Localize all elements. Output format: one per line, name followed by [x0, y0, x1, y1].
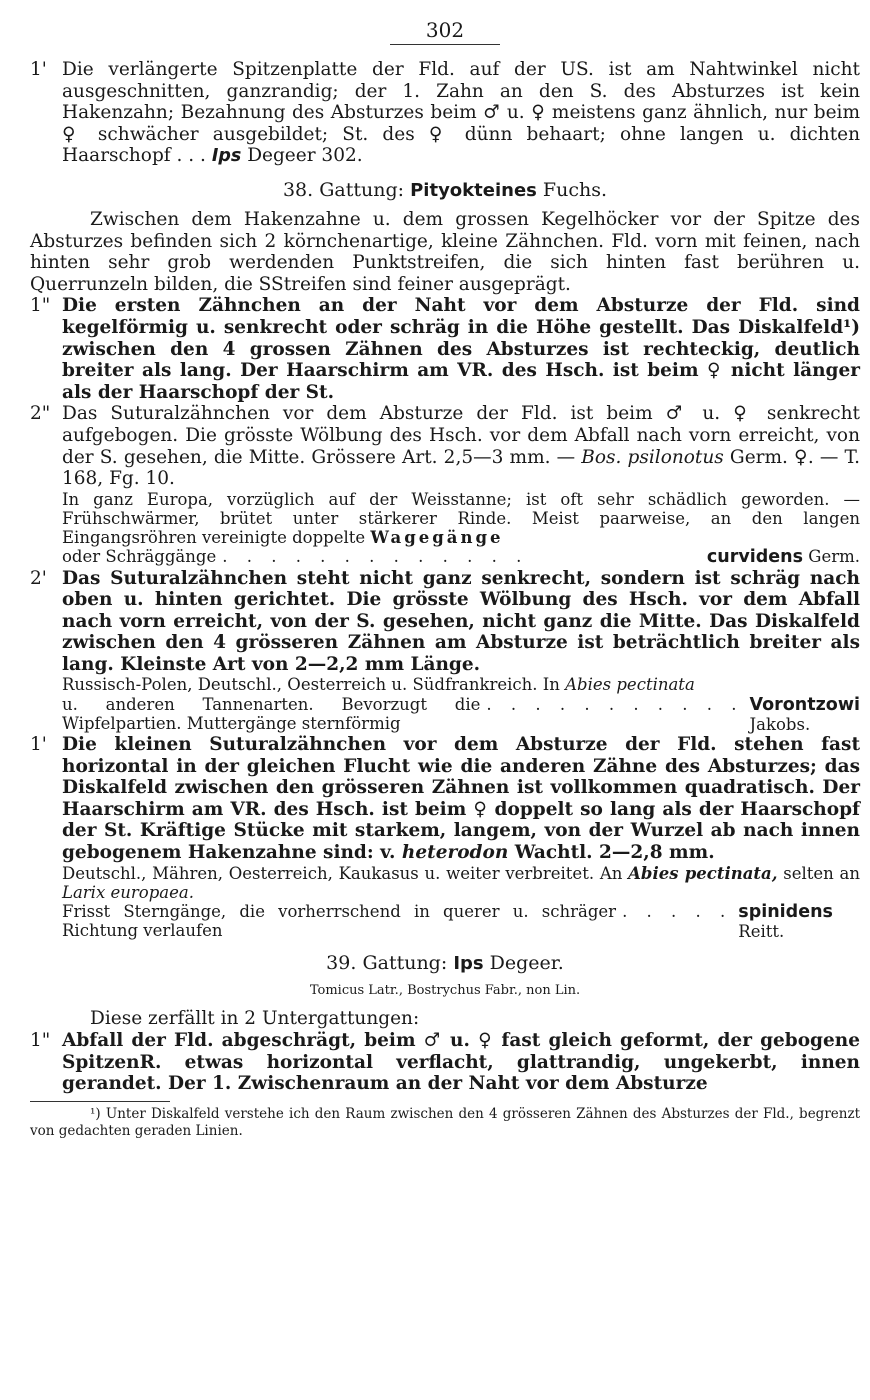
species-line [62, 902, 860, 941]
note-text: In ganz Europa, vorzüglich auf der Weisstanne; ist oft sehr schädlich geworden. — Frühschwärmer, brütet unter stärkerer Rinde. Meist paarweise, an den langen Eingangsröhren vereinigte doppelte [62, 489, 860, 548]
key-number: 1' [30, 734, 47, 756]
key-entry-6 [30, 1030, 860, 1095]
genus-name: Ips [211, 146, 242, 167]
species-name: curvidens [706, 547, 804, 568]
leader-dots: . . . [176, 145, 206, 167]
key-entry-3 [30, 403, 860, 567]
key-entry-5 [30, 734, 860, 941]
species-label [707, 547, 860, 567]
key-description: Die verlängerte Spitzenplatte der Fld. auf der US. ist am Nahtwinkel nicht ausgeschnitten, ganzrandig; der 1. Zahn an den S. des Absturzes ist kein Hakenzahn; Bezahnung des Absturzes beim ♂ u. ♀ meistens ganz ähnlich, nur beim ♀ schwächer ausgebildet; St. des ♀ dünn behaart; ohne langen u. dichten Haarschopf [62, 59, 860, 167]
species-name: Vorontzowi [749, 694, 860, 715]
synonym-name: Bos. psilonotus [581, 446, 724, 468]
species-line [62, 547, 860, 567]
genus-author: Fuchs. [542, 178, 608, 201]
note-end: Frisst Sterngänge, die vorherrschend in querer u. schräger Richtung verlaufen [62, 902, 617, 941]
species-label [750, 695, 860, 734]
key-entry-2 [30, 295, 860, 403]
note-emphasis: Wagegänge [370, 528, 504, 548]
genus-title: Pityokteines [410, 179, 537, 201]
section-number: 39. [326, 952, 357, 975]
distribution-note [62, 675, 860, 694]
key-description: Abfall der Fld. abgeschrägt, beim ♂ u. ♀ fast gleich geformt, der gebogene SpitzenR. etwas horizontal verflacht, glattrandig, ungekerbt, innen gerandet. Der 1. Zwischenraum an der Naht vor dem Absturze [62, 1030, 860, 1095]
note-text: Deutschl., Mähren, Oesterreich, Kaukasus u. weiter verbreitet. An [62, 863, 623, 883]
key-number: 1' [30, 59, 47, 80]
leader-dots: . . . . . . . . . . . . . [222, 547, 529, 567]
key-number: 1" [30, 295, 51, 317]
key-description: Das Suturalzähnchen vor dem Absturze der Fld. ist beim ♂ u. ♀ senkrecht aufgebogen. Die grösste Wölbung des Hsch. vor dem Abfall nach vorn erreicht, von der S. gesehen, die Mitte. Grössere Art. 2,5—3 mm. — [62, 403, 860, 468]
note-text: Russisch-Polen, Deutschl., Oesterreich u. Südfrankreich. In [62, 675, 560, 695]
note-end: u. anderen Tannenarten. Bevorzugt die Wipfelpartien. Muttergänge sternförmig [62, 694, 481, 733]
leader-dots: . . . . . . . . . . . [486, 694, 744, 714]
key-number: 1" [30, 1030, 51, 1052]
section-label: Gattung: [319, 178, 405, 201]
plant-name: Abies pectinata [565, 675, 695, 695]
genus-author: Degeer. [489, 952, 564, 975]
section-number: 38. [282, 178, 314, 201]
key-size: Wachtl. 2—2,8 mm. [514, 842, 715, 864]
footnote-rule [30, 1101, 170, 1102]
distribution-note [62, 490, 860, 548]
key-entry-4 [30, 568, 860, 735]
key-reference: Germ. ♀. — T. 168, Fg. 10. [62, 446, 861, 490]
genus-reference: Degeer 302. [247, 145, 363, 167]
distribution-note [62, 864, 860, 902]
species-line [62, 695, 860, 734]
plant-name: Larix europaea. [62, 882, 194, 902]
plant-name: Abies pectinata, [628, 863, 778, 883]
note-text: selten an [783, 863, 861, 883]
variety-name: heterodon [401, 842, 509, 864]
species-author: Jakobs. [749, 714, 811, 734]
book-page [30, 18, 860, 1140]
key-text [62, 734, 860, 864]
note-end: oder Schräggänge [62, 547, 217, 567]
section-heading-38 [30, 178, 860, 203]
key-description: Die kleinen Suturalzähnchen vor dem Absturze der Fld. stehen fast horizontal in der gleichen Flucht wie die anderen Zähne des Absturzes; das Diskalfeld zwischen den grösseren Zähnen ist vollkommen quadratisch. Der Haarschirm am VR. des Hsch. ist beim ♀ doppelt so lang als der Haarschopf der St. Kräftige Stücke mit starkem, langem, von der Wurzel ab nach innen gebogenem Hakenzahne sind: v. [62, 734, 860, 864]
page-number: 302 [425, 18, 465, 42]
species-author: Reitt. [738, 922, 785, 942]
key-description: Das Suturalzähnchen steht nicht ganz senkrecht, sondern ist schräg nach oben u. hinten gerichtet. Die grösste Wölbung des Hsch. vor dem Abfall nach vorn erreicht, von der S. gesehen, nicht ganz die Mitte. Das Diskalfeld zwischen den 4 grösseren Zähnen am Absturze ist beträchtlich breiter als lang. Kleinste Art von 2—2,2 mm Länge. [62, 567, 860, 675]
species-name: spinidens [738, 902, 833, 923]
key-entry-1 [30, 59, 860, 168]
footnote: ¹) Unter Diskalfeld verstehe ich den Raum zwischen den 4 grösseren Zähnen des Absturzes der Fld., begrenzt von gedachten geraden Linien. [30, 1105, 860, 1139]
species-author: Germ. [808, 547, 860, 567]
key-number: 2" [30, 403, 51, 425]
genus-synonyms: Tomicus Latr., Bostrychus Fabr., non Lin. [309, 983, 581, 999]
header-rule [390, 44, 500, 45]
genus-title: Ips [453, 953, 484, 975]
genus-description: Diese zerfällt in 2 Untergattungen: [90, 1008, 420, 1030]
section-heading-39 [30, 951, 860, 976]
species-label [738, 902, 860, 941]
key-number: 2' [30, 567, 47, 589]
section-label: Gattung: [362, 952, 448, 975]
key-text [62, 403, 860, 489]
genus-description: Zwischen dem Hakenzahne u. dem grossen Kegelhöcker vor der Spitze des Absturzes befinden sich 2 körnchenartige, kleine Zähnchen. Fld. vorn mit feinen, nach hinten sehr grob werdenden Punktstreifen, die sich hinten fast berühren u. Querrunzeln bilden, die SStreifen sind feiner ausgeprägt. [30, 208, 860, 295]
key-text [62, 59, 860, 168]
leader-dots: . . . . . [622, 902, 733, 922]
key-description: Die ersten Zähnchen an der Naht vor dem Absturze der Fld. sind kegelförmig u. senkrecht oder schräg in die Höhe gestellt. Das Diskalfeld¹) zwischen den 4 grossen Zähnen des Absturzes ist rechteckig, deutlich breiter als lang. Der Haarschirm am VR. des Hsch. ist beim ♀ nicht länger als der Haarschopf der St. [62, 295, 860, 403]
